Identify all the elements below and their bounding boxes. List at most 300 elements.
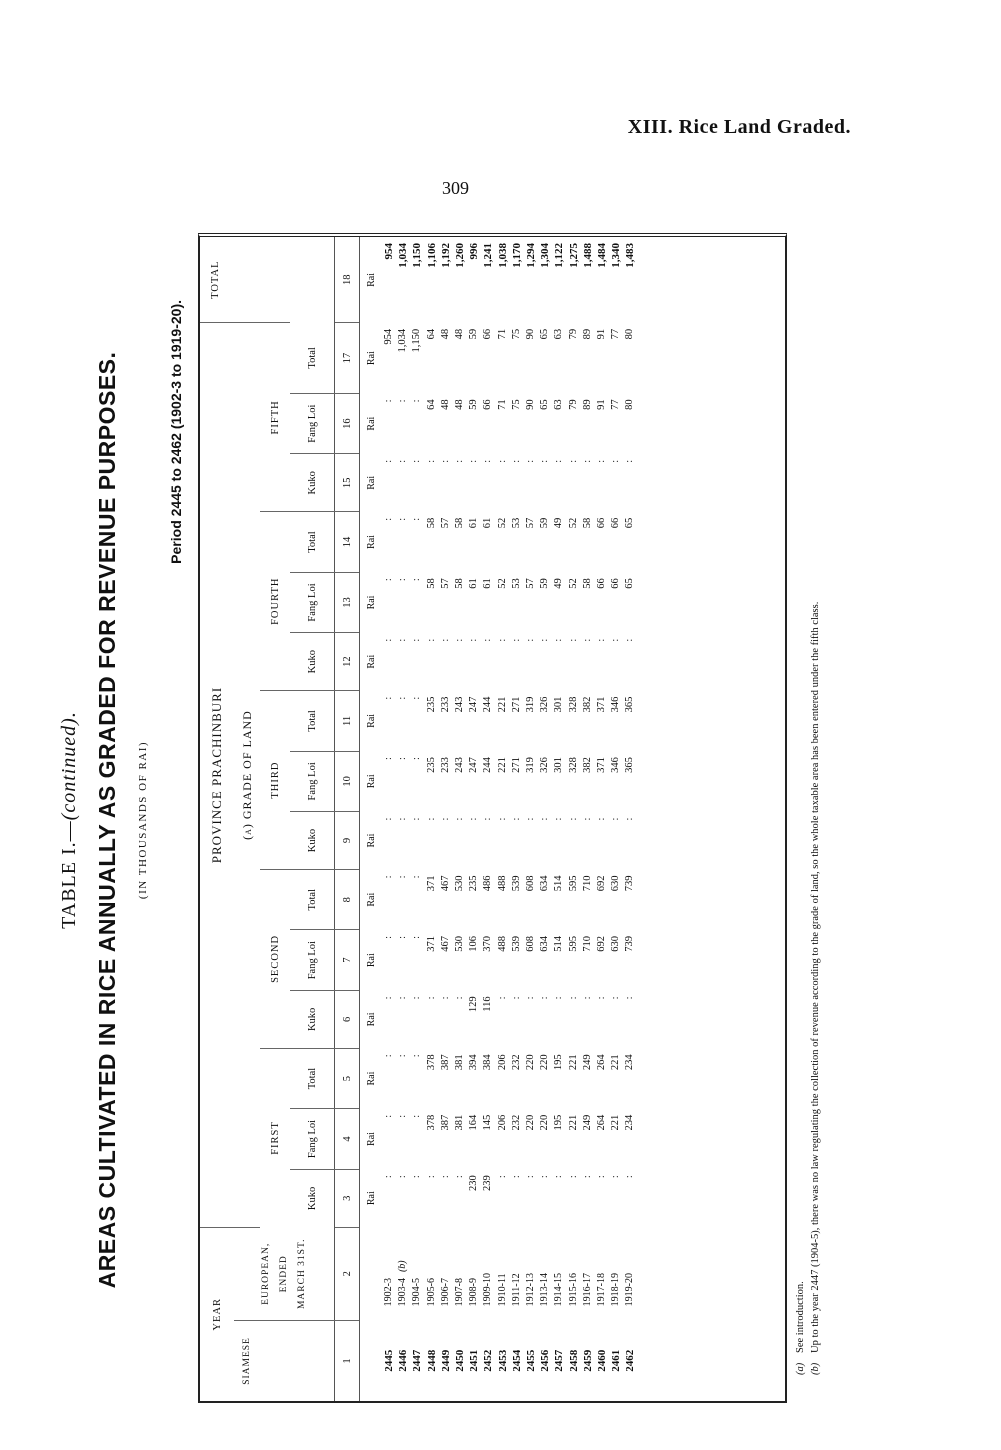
cell-f2: :	[411, 935, 423, 939]
cell-f2: 608	[525, 935, 537, 952]
cell-k3: :	[454, 817, 466, 821]
table-title-prefix: TABLE I.—	[58, 820, 80, 929]
table-row	[439, 237, 453, 1401]
cell-k2: :	[539, 996, 551, 1000]
european-year	[453, 1227, 467, 1320]
european-year	[538, 1227, 552, 1320]
cell-t4: :	[383, 517, 394, 521]
table-body	[382, 237, 638, 1401]
cell-k1: :	[383, 1175, 394, 1179]
grade-of-land-header: (a) GRADE OF LAND	[234, 323, 260, 1227]
cell-k5: :	[383, 459, 394, 463]
cell-f2: 106	[468, 935, 480, 952]
grade-fifth: FIFTH	[260, 323, 290, 512]
unit-label: Rai	[365, 953, 377, 968]
column-number-8: 8	[335, 869, 360, 929]
footnote-a	[793, 602, 808, 1375]
european-year	[425, 1227, 439, 1320]
unit-label: Rai	[365, 1191, 377, 1206]
cell-k4: :	[383, 638, 394, 642]
footnote-b	[808, 602, 823, 1375]
cell-tot: 1,340	[610, 243, 623, 268]
cell-f4: :	[411, 578, 423, 582]
cell-t2: 692	[596, 875, 608, 892]
cell-k3: :	[411, 817, 423, 821]
european-year-text: 1907-8	[454, 1278, 466, 1307]
cell-k4: :	[496, 638, 508, 642]
cell-k5: :	[468, 459, 480, 463]
cell-k3: :	[553, 817, 565, 821]
province-header: PROVINCE PRACHINBURI	[200, 323, 234, 1227]
cell-k2: :	[567, 996, 579, 1000]
table-row	[453, 237, 467, 1401]
cell-t2: 630	[610, 875, 622, 892]
cell-t4: 57	[439, 517, 451, 529]
cell-t1: :	[383, 1054, 394, 1058]
cell-k5: :	[567, 459, 579, 463]
cell-f4: 66	[610, 578, 622, 589]
cell-t3: 371	[596, 696, 608, 713]
cell-t1: 249	[581, 1054, 593, 1071]
cell-f2: 370	[482, 935, 494, 952]
cell-t2: 486	[482, 875, 494, 892]
unit-label: Rai	[365, 1132, 377, 1146]
table-row	[552, 237, 566, 1401]
column-number-6: 6	[335, 990, 360, 1048]
cell-k5: :	[439, 459, 451, 463]
cell-k1: :	[610, 1175, 622, 1179]
cell-tot: 954	[383, 243, 395, 260]
cell-f2: 530	[454, 935, 466, 952]
column-number-row	[335, 237, 360, 1401]
cell-f1: 206	[496, 1114, 508, 1131]
cell-tot: 1,150	[411, 243, 424, 268]
cell-f1: 264	[596, 1114, 608, 1131]
european-year-text: 1906-7	[439, 1278, 451, 1307]
cell-t4: 66	[610, 517, 622, 529]
unit-label: Rai	[365, 892, 377, 907]
cell-f5: 48	[439, 399, 451, 410]
grade-third: THIRD	[260, 691, 290, 870]
cell-k1: :	[567, 1175, 579, 1179]
cell-t5: 71	[496, 328, 508, 340]
cell-k1: :	[411, 1175, 423, 1179]
column-number-9: 9	[335, 812, 360, 870]
european-year	[467, 1227, 481, 1320]
cell-tot: 1,038	[496, 243, 509, 268]
table-title	[58, 225, 81, 1415]
cell-f4: 65	[624, 578, 636, 589]
cell-k4: :	[624, 638, 636, 642]
cell-f5: 64	[425, 399, 437, 410]
cell-f1: 378	[425, 1114, 437, 1131]
grade-fourth: FOURTH	[260, 512, 290, 691]
siamese-year: 2448	[425, 1349, 438, 1372]
cell-k3: :	[439, 817, 451, 821]
cell-t5: 77	[610, 328, 622, 340]
sub-header-total-fourth: Total	[290, 512, 335, 572]
cell-f4: :	[397, 578, 409, 582]
cell-t2: 235	[468, 875, 480, 892]
cell-tot: 1,170	[510, 243, 523, 268]
cell-tot: 1,488	[581, 243, 594, 268]
cell-k2: :	[610, 996, 622, 1000]
cell-t2: 514	[553, 875, 565, 892]
cell-f2: 630	[610, 935, 622, 952]
european-year-text: 1905-6	[425, 1278, 437, 1307]
cell-t2: 608	[525, 875, 537, 892]
cell-f4: 57	[525, 578, 537, 589]
cell-k1: :	[553, 1175, 565, 1179]
cell-f5: :	[411, 399, 423, 403]
siamese-year: 2453	[496, 1349, 509, 1372]
cell-t5: 1,150	[411, 328, 423, 353]
cell-t2: 634	[539, 875, 551, 892]
cell-k2: :	[496, 996, 508, 1000]
european-year	[481, 1227, 495, 1320]
table-row	[425, 237, 439, 1401]
siamese-year: 2455	[525, 1349, 538, 1372]
table-row	[496, 237, 510, 1401]
grade-first: FIRST	[269, 1121, 281, 1155]
cell-f5: 79	[567, 399, 579, 410]
unit-row	[360, 237, 383, 1401]
cell-k4: :	[525, 638, 537, 642]
cell-t2: 539	[510, 875, 522, 892]
cell-k4: :	[454, 638, 466, 642]
cell-t1: 232	[510, 1054, 522, 1071]
column-number-10: 10	[335, 751, 360, 811]
cell-k1: :	[454, 1175, 466, 1179]
cell-t3: 235	[425, 696, 437, 713]
cell-t3: 221	[496, 696, 508, 713]
cell-k4: :	[397, 638, 409, 642]
cell-k2: :	[439, 996, 451, 1000]
cell-t1: 234	[624, 1054, 636, 1071]
table-frame	[198, 233, 787, 1403]
cell-f5: 75	[510, 399, 522, 410]
european-year-text: 1903-4	[397, 1278, 409, 1307]
cell-t4: :	[411, 517, 423, 521]
cell-f3: 326	[539, 757, 551, 773]
cell-k3: :	[624, 817, 636, 821]
cell-k3: :	[567, 817, 579, 821]
note-b-marker: (b)	[397, 1260, 409, 1273]
european-year	[524, 1227, 538, 1320]
cell-f4: 58	[454, 578, 466, 589]
cell-f2: 739	[624, 935, 636, 952]
cell-tot: 1,304	[539, 243, 552, 268]
cell-f3: 243	[454, 757, 466, 773]
total-header: TOTAL	[200, 237, 290, 323]
cell-k5: :	[496, 459, 508, 463]
cell-f5: :	[383, 399, 394, 403]
cell-f5: 77	[610, 399, 622, 410]
european-year	[410, 1227, 424, 1320]
unit-label: Rai	[365, 273, 377, 287]
cell-f5: 71	[496, 399, 508, 410]
cell-k5: :	[624, 459, 636, 463]
siamese-header: SIAMESE	[242, 1337, 252, 1385]
cell-t5: 63	[553, 328, 565, 340]
table-units: (IN THOUSANDS OF RAI)	[137, 740, 149, 900]
cell-f4: :	[383, 578, 394, 582]
table-row	[623, 237, 637, 1401]
cell-t4: 66	[596, 517, 608, 529]
cell-f5: 89	[581, 399, 593, 410]
cell-t4: 61	[468, 517, 480, 529]
cell-k4: :	[439, 638, 451, 642]
cell-f3: 346	[610, 757, 622, 773]
cell-t2: 371	[425, 875, 437, 892]
european-header	[234, 1227, 335, 1320]
cell-k5: :	[596, 459, 608, 463]
table-row	[567, 237, 581, 1401]
european-year-text: 1915-16	[567, 1273, 579, 1307]
cell-k1: 230	[468, 1175, 480, 1191]
cell-k3: :	[496, 817, 508, 821]
column-number-7: 7	[335, 930, 360, 990]
cell-t4: 49	[553, 517, 565, 529]
table-row	[595, 237, 609, 1401]
cell-t5: 59	[468, 328, 480, 340]
cell-f5: 66	[482, 399, 494, 410]
siamese-year: 2462	[624, 1349, 637, 1372]
cell-t4: 52	[496, 517, 508, 529]
cell-k4: :	[468, 638, 480, 642]
cell-f4: 58	[581, 578, 593, 589]
cell-t5: 91	[596, 328, 608, 340]
cell-k4: :	[539, 638, 551, 642]
cell-tot: 996	[468, 243, 481, 260]
cell-f2: 467	[439, 935, 451, 952]
rotated-table-page	[38, 225, 858, 1415]
cell-t1: 195	[553, 1054, 565, 1071]
cell-t1: 381	[454, 1054, 466, 1071]
cell-f4: 52	[496, 578, 508, 589]
cell-f3: 328	[567, 757, 579, 773]
cell-f3: 271	[510, 757, 522, 773]
siamese-year: 2447	[411, 1349, 424, 1372]
cell-tot: 1,484	[596, 243, 609, 268]
cell-k2: :	[525, 996, 537, 1000]
column-number-11: 11	[335, 691, 360, 751]
cell-t3: 382	[581, 696, 593, 713]
unit-label: Rai	[365, 1012, 377, 1027]
sub-header-kuko-fifth: Kuko	[290, 454, 335, 512]
cell-t5: 65	[539, 328, 551, 340]
cell-t4: 58	[425, 517, 437, 529]
cell-t1: 384	[482, 1054, 494, 1071]
cell-t1: :	[411, 1054, 423, 1058]
grade-second: SECOND	[260, 869, 290, 1048]
cell-t3: 365	[624, 696, 636, 713]
siamese-year: 2452	[482, 1349, 495, 1372]
cell-t1: 220	[539, 1054, 551, 1071]
european-year-text: 1904-5	[411, 1278, 423, 1307]
cell-f1: 221	[610, 1114, 622, 1131]
unit-label: Rai	[365, 595, 377, 610]
cell-k5: :	[510, 459, 522, 463]
cell-f2: :	[397, 935, 409, 939]
column-number-2: 2	[335, 1227, 360, 1320]
cell-tot: 1,192	[439, 243, 452, 268]
table-row	[581, 237, 595, 1401]
column-number-15: 15	[335, 454, 360, 512]
cell-t4: 58	[581, 517, 593, 529]
cell-t5: 48	[454, 328, 466, 340]
siamese-year: 2454	[510, 1349, 523, 1372]
sub-header-kuko-third: Kuko	[290, 812, 335, 870]
cell-t4: 52	[567, 517, 579, 529]
cell-f1: :	[383, 1114, 394, 1118]
cell-k2: :	[596, 996, 608, 1000]
footnote-a-text: See introduction.	[795, 1281, 806, 1353]
cell-t1: 221	[567, 1054, 579, 1071]
running-head: XIII. Rice Land Graded.	[627, 116, 851, 138]
cell-f3: :	[397, 757, 409, 761]
cell-t3: 233	[439, 696, 451, 713]
cell-t2: 467	[439, 875, 451, 892]
cell-f4: 59	[539, 578, 551, 589]
cell-tot: 1,106	[425, 243, 438, 268]
cell-f1: 232	[510, 1114, 522, 1131]
cell-f1: :	[411, 1114, 423, 1118]
cell-k2: 129	[468, 996, 480, 1013]
cell-t3: 247	[468, 696, 480, 713]
cell-f1: 381	[454, 1114, 466, 1131]
unit-label: Rai	[365, 1071, 377, 1086]
european-year-text: 1916-17	[581, 1273, 593, 1307]
european-year-text: 1919-20	[624, 1273, 636, 1307]
sub-header-fang-loi-second: Fang Loi	[290, 930, 335, 990]
cell-f2: :	[383, 935, 394, 939]
cell-f3: 301	[553, 757, 565, 773]
cell-k5: :	[525, 459, 537, 463]
cell-t5: 79	[567, 328, 579, 340]
cell-tot: 1,275	[567, 243, 580, 268]
cell-k4: :	[425, 638, 437, 642]
european-year	[396, 1227, 410, 1320]
cell-f2: 595	[567, 935, 579, 952]
cell-f3: 244	[482, 757, 494, 773]
page-number: 309	[442, 178, 469, 198]
cell-t2: :	[397, 875, 409, 879]
table-row	[510, 237, 524, 1401]
sub-header-fang-loi-fifth: Fang Loi	[290, 393, 335, 453]
cell-t2: 488	[496, 875, 508, 892]
cell-k3: :	[539, 817, 551, 821]
cell-t1: 387	[439, 1054, 451, 1071]
year-header: YEAR	[211, 1298, 223, 1331]
cell-k4: :	[510, 638, 522, 642]
cell-k4: :	[610, 638, 622, 642]
cell-f3: 233	[439, 757, 451, 773]
cell-k3: :	[468, 817, 480, 821]
cell-t4: 53	[510, 517, 522, 529]
cell-f4: 58	[425, 578, 437, 589]
siamese-year: 2449	[439, 1349, 452, 1372]
cell-f4: 52	[567, 578, 579, 589]
cell-k5: :	[553, 459, 565, 463]
cell-k1: :	[596, 1175, 608, 1179]
european-year	[595, 1227, 609, 1320]
cell-k2: :	[383, 996, 394, 1000]
footnotes	[793, 602, 823, 1375]
cell-t2: 739	[624, 875, 636, 892]
unit-spacer-2	[360, 1227, 383, 1320]
cell-k2: :	[454, 996, 466, 1000]
table-row	[467, 237, 481, 1401]
cell-k2: :	[397, 996, 409, 1000]
siamese-year: 2457	[553, 1349, 566, 1372]
cell-k1: :	[581, 1175, 593, 1179]
cell-t5: 954	[383, 328, 394, 345]
cell-k5: :	[539, 459, 551, 463]
cell-f1: 234	[624, 1114, 636, 1131]
cell-f5: 63	[553, 399, 565, 410]
cell-t2: :	[411, 875, 423, 879]
cell-t2: 595	[567, 875, 579, 892]
cell-t2: 530	[454, 875, 466, 892]
column-number-14: 14	[335, 512, 360, 572]
table-row	[396, 237, 410, 1401]
column-number-13: 13	[335, 572, 360, 632]
cell-k4: :	[411, 638, 423, 642]
european-year	[623, 1227, 637, 1320]
column-number-12: 12	[335, 633, 360, 691]
table-row	[481, 237, 495, 1401]
unit-label: Rai	[365, 654, 377, 669]
cell-t3: 244	[482, 696, 494, 713]
cell-t3: 346	[610, 696, 622, 713]
column-number-17: 17	[335, 323, 360, 394]
cell-k3: :	[397, 817, 409, 821]
sub-header-total-third: Total	[290, 691, 335, 751]
cell-t5: 89	[581, 328, 593, 340]
cell-t5: 90	[525, 328, 537, 340]
cell-f4: 57	[439, 578, 451, 589]
cell-f3: 221	[496, 757, 508, 773]
cell-t5: 1,034	[397, 328, 409, 353]
cell-k5: :	[610, 459, 622, 463]
cell-k2: :	[624, 996, 636, 1000]
cell-k3: :	[525, 817, 537, 821]
european-year	[552, 1227, 566, 1320]
cell-k5: :	[411, 459, 423, 463]
cell-f5: 80	[624, 399, 636, 410]
unit-label: Rai	[365, 351, 377, 366]
european-year-text: 1902-3	[383, 1278, 394, 1307]
column-number-5: 5	[335, 1048, 360, 1108]
cell-f3: 382	[581, 757, 593, 773]
cell-f2: 514	[553, 935, 565, 952]
unit-label: Rai	[365, 475, 377, 490]
cell-t4: 65	[624, 517, 636, 529]
cell-k1: :	[525, 1175, 537, 1179]
table-heading: AREAS CULTIVATED IN RICE ANNUALLY AS GRADED FOR REVENUE PURPOSES.	[94, 351, 120, 1289]
table-period: Period 2445 to 2462 (1902-3 to 1919-20).	[168, 300, 184, 564]
cell-tot: 1,122	[553, 243, 566, 268]
european-year-text: 1908-9	[468, 1278, 480, 1307]
table-row	[609, 237, 623, 1401]
european-year-text: 1917-18	[596, 1273, 608, 1307]
cell-f3: 371	[596, 757, 608, 773]
cell-tot: 1,294	[525, 243, 538, 268]
cell-t4: 58	[454, 517, 466, 529]
cell-t3: 243	[454, 696, 466, 713]
european-year	[609, 1227, 623, 1320]
